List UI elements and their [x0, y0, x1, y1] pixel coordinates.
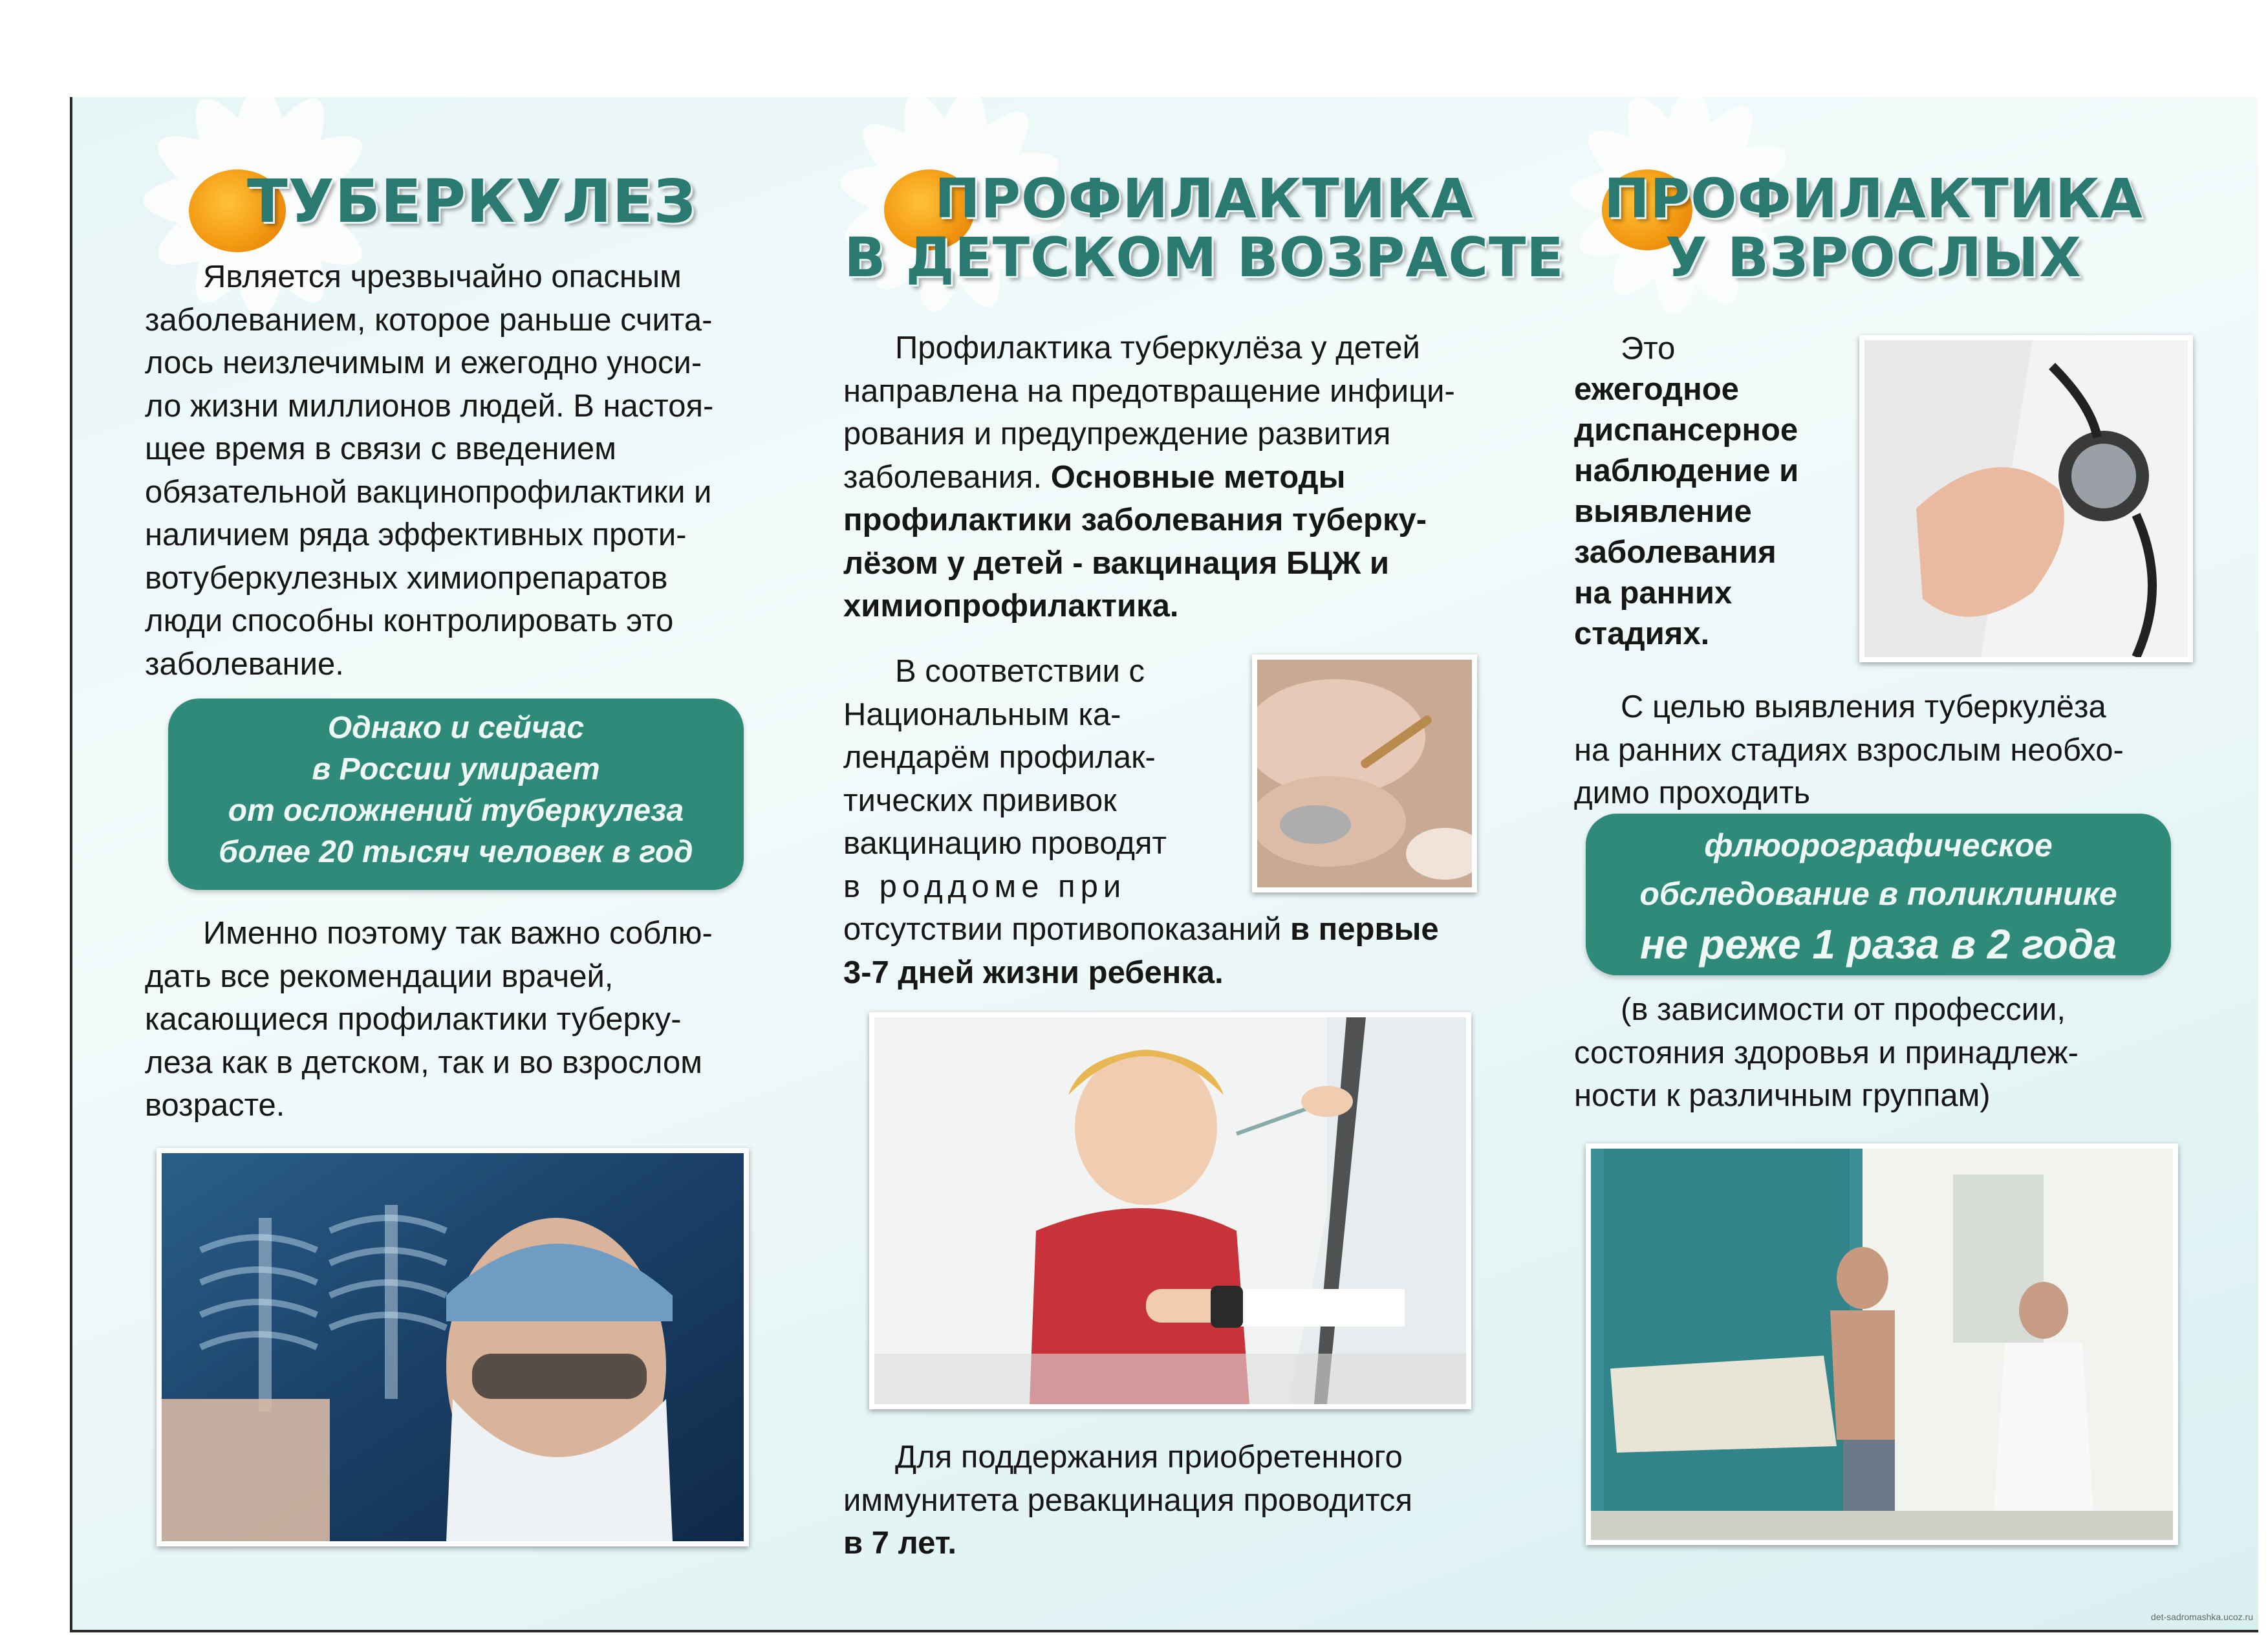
col2-paragraph-2-tail: [843, 908, 1574, 994]
text-line: дать все рекомендации врачей,: [145, 958, 614, 994]
text-line: лось неизлечимым и ежегодно уноси-: [145, 345, 702, 380]
col3-title-line2: У ВЗРОСЛЫХ: [1665, 225, 2082, 289]
text-line: вакцинацию проводят: [843, 826, 1167, 861]
text-run-bold: ежегодное: [1574, 372, 1739, 407]
callout-line: обследование в поликлинике: [1639, 876, 2117, 912]
text-line: рования и предупреждение развития: [843, 417, 1391, 451]
col2-title-line2: В ДЕТСКОМ ВОЗРАСТЕ: [844, 225, 1564, 289]
text-line: вотуберкулезных химиопрепаратов: [145, 560, 668, 596]
col2-title: [836, 169, 1573, 287]
text-line: лендарём профилак-: [843, 740, 1156, 775]
text-run-bold: заболевания: [1574, 535, 1777, 570]
photo-vaccine-injection: [1252, 655, 1477, 893]
text-run-bold: 3-7 дней жизни ребенка.: [843, 955, 1224, 990]
corner-watermark: det-sadromashka.ucoz.ru: [2151, 1612, 2253, 1622]
text-line: направлена на предотвращение инфици-: [843, 373, 1455, 409]
text-line: Профилактика туберкулёза у детей: [895, 330, 1420, 365]
text-line: Это: [1621, 331, 1676, 366]
photo-child-vaccination: [869, 1012, 1471, 1409]
text-line: [843, 456, 1574, 499]
text-line: Является чрезвычайно опасным: [203, 259, 682, 294]
text-line: иммунитета ревакцинация проводится: [843, 1482, 1413, 1518]
col3-paragraph-2: [1574, 686, 2195, 815]
text-line: В соответствии с: [895, 654, 1145, 689]
text-run-bold: диспансерное: [1574, 413, 1798, 448]
text-line: ности к различным группам): [1574, 1078, 1991, 1113]
callout-line: более 20 тысяч человек в год: [219, 835, 693, 869]
text-line: Именно поэтому так важно соблю-: [203, 916, 713, 951]
text-run: отсутствии противопоказаний: [843, 912, 1290, 947]
col3-title-line1: ПРОФИЛАКТИКА: [1604, 167, 2143, 230]
text-run-bold: химиопрофилактика.: [843, 589, 1179, 623]
col2-paragraph-2: [843, 650, 1205, 908]
photo-fluorography-room: [1586, 1143, 2178, 1545]
text-line: наличием ряда эффективных проти-: [145, 517, 687, 552]
col1-title: ТУБЕРКУЛЕЗ: [247, 167, 697, 236]
col2-paragraph-3: [843, 1436, 1574, 1565]
text-run-bold: выявление: [1574, 494, 1752, 529]
text-line: [843, 951, 1574, 995]
text-run-bold: на ранних: [1574, 576, 1733, 611]
text-line: Для поддержания приобретенного: [895, 1440, 1403, 1475]
text-run-bold: в первые: [1290, 912, 1439, 947]
text-line: касающиеся профилактики туберку-: [145, 1002, 682, 1037]
col2-title-line1: ПРОФИЛАКТИКА: [934, 167, 1474, 230]
text-line: (в зависимости от профессии,: [1621, 992, 2066, 1027]
text-line: [843, 542, 1574, 585]
text-line: [843, 1522, 1574, 1565]
text-run-bold: стадиях.: [1574, 616, 1710, 651]
text-line: обязательной вакцинопрофилактики и: [145, 474, 712, 510]
text-line: [843, 499, 1574, 542]
text-line: [843, 908, 1574, 951]
text-run-bold: Основные методы: [1050, 459, 1346, 495]
callout-line: от осложнений туберкулеза: [228, 794, 684, 828]
text-line: возрасте.: [145, 1088, 285, 1123]
text-line: щее время в связи с введением: [145, 431, 616, 466]
text-line: заболеванием, которое раньше счита-: [145, 302, 713, 338]
text-run-bold: в 7 лет.: [843, 1526, 956, 1561]
text-line: С целью выявления туберкулёза: [1621, 689, 2106, 724]
text-line: люди способны контролировать это: [145, 603, 674, 638]
text-run: заболевания.: [843, 459, 1051, 495]
callout-line: флюорографическое: [1704, 827, 2053, 863]
text-line: в роддоме при: [843, 869, 1127, 904]
col1-intro: [145, 255, 840, 686]
col2-paragraph-1: [843, 327, 1574, 628]
photo-doctor-xray: [157, 1148, 749, 1546]
leaflet-sheet: [70, 97, 2258, 1632]
col3-paragraph-3: [1574, 988, 2195, 1118]
text-line: димо проходить: [1574, 775, 1811, 810]
text-line: состояния здоровья и принадлеж-: [1574, 1035, 2079, 1070]
text-run-bold: наблюдение и: [1574, 453, 1799, 488]
text-run-bold: лёзом у детей - вакцинация БЦЖ и: [843, 545, 1389, 581]
fluorography-callout: [1586, 814, 2171, 975]
callout-line: не реже 1 раза в 2 года: [1639, 921, 2117, 968]
text-line: [843, 585, 1574, 628]
text-line: заболевание.: [145, 646, 344, 682]
text-line: ло жизни миллионов людей. В настоя-: [145, 388, 714, 424]
mortality-callout: [168, 698, 744, 890]
col1-outro: [145, 912, 840, 1127]
callout-line: Однако и сейчас: [327, 711, 585, 745]
callout-line: в России умирает: [312, 752, 600, 786]
photo-stethoscope: [1859, 335, 2193, 662]
text-line: тических прививок: [843, 783, 1117, 818]
text-line: Национальным ка-: [843, 697, 1121, 732]
col3-title: [1566, 169, 2181, 287]
text-run-bold: профилактики заболевания туберку-: [843, 503, 1427, 537]
text-line: на ранних стадиях взрослым необхо-: [1574, 732, 2124, 768]
text-line: леза как в детском, так и во взрослом: [145, 1045, 702, 1080]
